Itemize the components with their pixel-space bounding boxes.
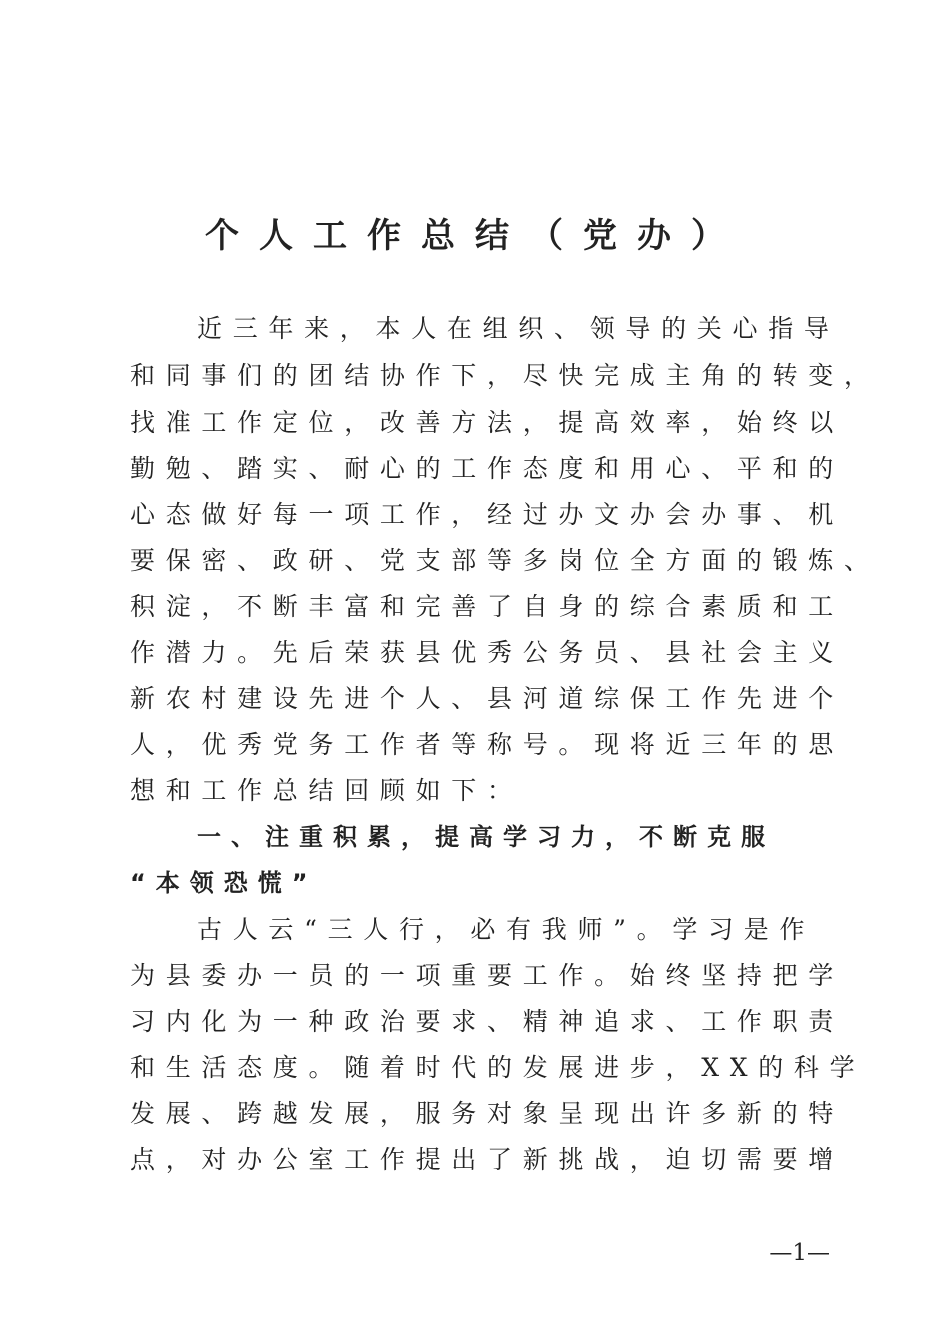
body-line: 近三年来，本人在组织、领导的关心指导 — [197, 314, 840, 343]
body-line: 心态做好每一项工作，经过办文办会办事、机 — [130, 500, 845, 529]
body-line: 找准工作定位，改善方法，提高效率，始终以 — [130, 408, 845, 437]
section-heading: “本领恐慌” — [130, 869, 318, 897]
body-line: 和生活态度。随着时代的发展进步，XX的科学 — [130, 1053, 866, 1082]
body-line: 积淀，不断丰富和完善了自身的综合素质和工 — [130, 592, 845, 621]
page-number: —1— — [769, 1240, 830, 1266]
body-line: 为县委办一员的一项重要工作。始终坚持把学 — [130, 961, 845, 990]
body-line: 发展、跨越发展，服务对象呈现出许多新的特 — [130, 1099, 845, 1128]
body-line: 古人云“三人行，必有我师”。学习是作 — [197, 915, 816, 944]
section-heading: 一、注重积累，提高学习力，不断克服 — [197, 823, 775, 851]
body-line: 想和工作总结回顾如下： — [130, 776, 523, 805]
body-line: 点，对办公室工作提出了新挑战，迫切需要增 — [130, 1145, 845, 1174]
body-line: 习内化为一种政治要求、精神追求、工作职责 — [130, 1007, 845, 1036]
document-title: 个人工作总结（党办） — [205, 216, 745, 256]
body-line: 作潜力。先后荣获县优秀公务员、县社会主义 — [130, 638, 845, 667]
body-line: 要保密、政研、党支部等多岗位全方面的锻炼、 — [130, 546, 880, 575]
body-line: 勤勉、踏实、耐心的工作态度和用心、平和的 — [130, 454, 845, 483]
body-line: 和同事们的团结协作下，尽快完成主角的转变， — [130, 361, 880, 390]
body-line: 新农村建设先进个人、县河道综保工作先进个 — [130, 684, 845, 713]
body-line: 人，优秀党务工作者等称号。现将近三年的思 — [130, 730, 845, 759]
